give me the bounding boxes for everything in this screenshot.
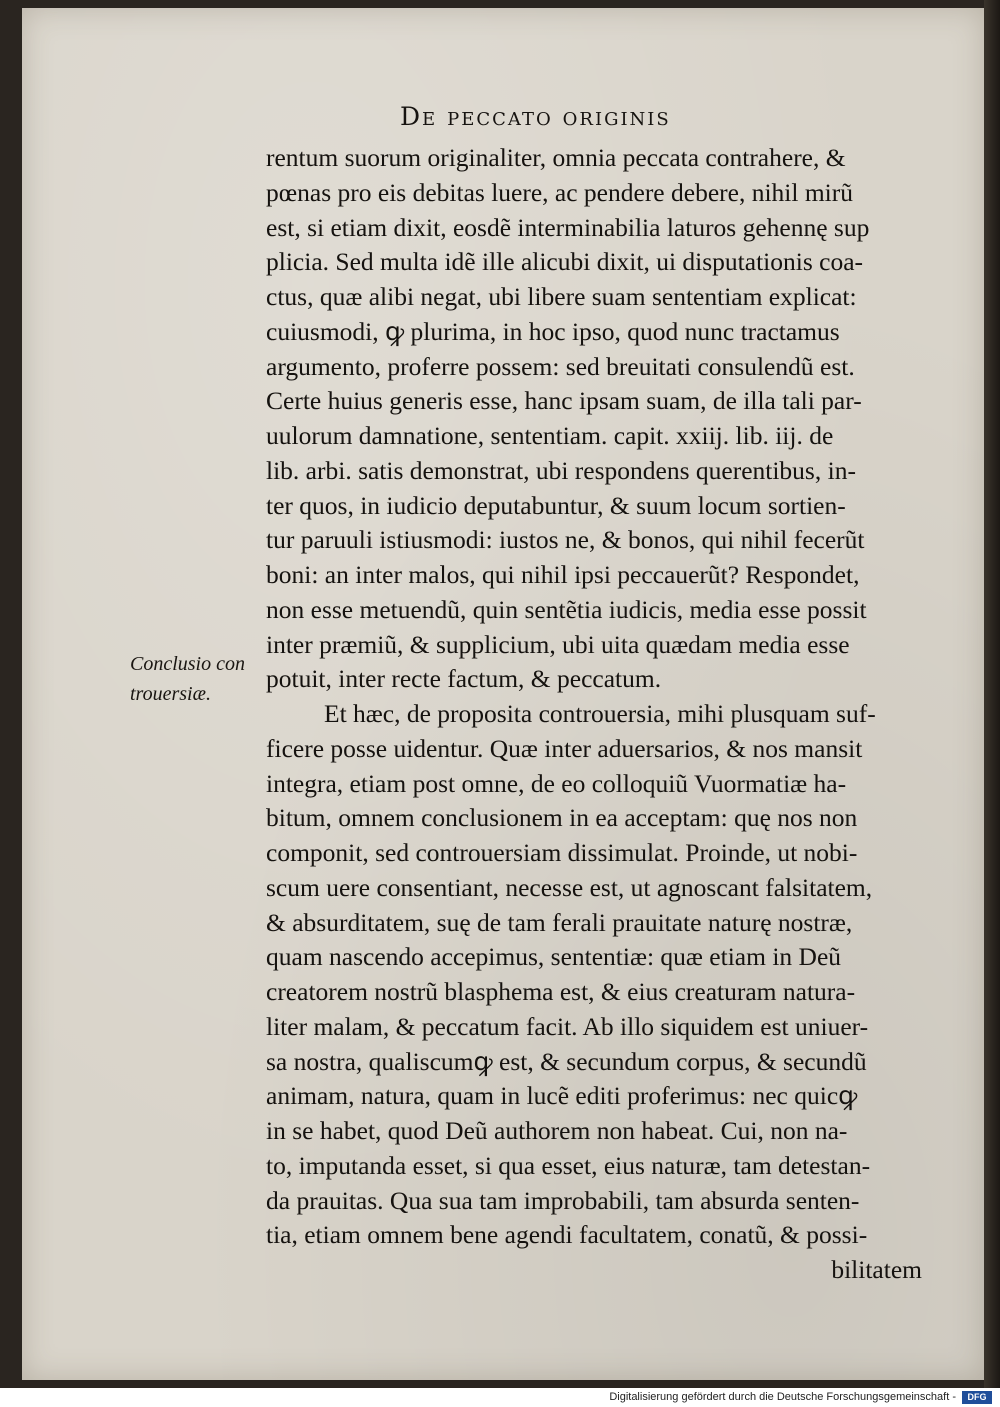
text-line: tia, etiam omnem bene agendi facultatem, conatũ, & possi- bbox=[266, 1220, 868, 1250]
text-line: Certe huius generis esse, hanc ipsam suam, de illa tali par- bbox=[266, 386, 862, 416]
catchword: bilitatem bbox=[831, 1255, 922, 1284]
text-line: da prauitas. Qua sua tam improbabili, tam absurda senten- bbox=[266, 1185, 860, 1215]
marginal-note bbox=[130, 649, 270, 709]
text-line: quam nascendo accepimus, sententiæ: quæ etiam in Deũ bbox=[266, 942, 842, 972]
text-line: non esse metuendũ, quin sentẽtia iudicis, media esse possit bbox=[266, 594, 867, 624]
text-line: argumento, proferre possem: sed breuitati consulendũ est. bbox=[266, 351, 855, 381]
text-line: sa nostra, qualiscumꝙ est, & secundum corpus, & secundũ bbox=[266, 1046, 867, 1076]
text-line: creatorem nostrũ blasphema est, & eius creaturam natura- bbox=[266, 977, 856, 1006]
text-line: lib. arbi. satis demonstrat, ubi respondens querentibus, in- bbox=[266, 455, 856, 485]
text-line: bitum, omnem conclusionem in ea acceptam: quę nos non bbox=[266, 803, 858, 833]
page-edge-shadow bbox=[984, 0, 1000, 1388]
text-line: tur paruuli istiusmodi: iustos ne, & bonos, qui nihil fecerũt bbox=[266, 525, 865, 555]
text-line: inter præmiũ, & supplicium, ubi uita quædam media esse bbox=[266, 629, 850, 659]
paragraph-start-line: Et hæc, de proposita controuersia, mihi plusquam suf- bbox=[324, 699, 876, 728]
text-line: uulorum damnatione, sententiam. capit. xxiij. lib. iij. de bbox=[266, 421, 834, 450]
text-line: plicia. Sed multa idẽ ille alicubi dixit, ui disputationis coa- bbox=[266, 247, 864, 277]
text-line: liter malam, & peccatum facit. Ab illo siquidem est uniuer- bbox=[266, 1011, 869, 1041]
text-line: componit, sed controuersiam dissimulat. Proinde, ut nobi- bbox=[266, 838, 858, 867]
footer-credit: Digitalisierung gefördert durch die Deutsche Forschungsgemeinschaft - bbox=[609, 1391, 956, 1403]
marginal-note-line: trouersiæ. bbox=[130, 683, 211, 705]
text-line: rentum suorum originaliter, omnia peccata contrahere, & bbox=[266, 143, 846, 172]
running-head: De peccato originis bbox=[400, 102, 671, 131]
text-line: cuiusmodi, ꝙ plurima, in hoc ipso, quod nunc tractamus bbox=[266, 316, 840, 346]
text-line: in se habet, quod Deũ authorem non habeat. Cui, non na- bbox=[266, 1116, 848, 1145]
text-line: integra, etiam post omne, de eo colloquiũ Vuormatiæ ha- bbox=[266, 768, 847, 798]
marginal-note-line: Conclusio con bbox=[130, 653, 245, 675]
dfg-logo-icon[interactable]: DFG bbox=[962, 1391, 992, 1404]
text-line: est, si etiam dixit, eosdẽ interminabilia laturos gehennę sup bbox=[266, 212, 870, 242]
text-line: to, imputanda esset, si qua esset, eius naturæ, tam detestan- bbox=[266, 1150, 871, 1180]
text-line: scum uere consentiant, necesse est, ut agnoscant falsitatem, bbox=[266, 872, 873, 902]
text-line: ficere posse uidentur. Quæ inter aduersarios, & nos mansit bbox=[266, 733, 863, 763]
text-line: ter quos, in iudicio deputabuntur, & suum locum sortien- bbox=[266, 490, 846, 520]
text-line: boni: an inter malos, qui nihil ipsi peccauerũt? Respondet, bbox=[266, 560, 860, 589]
text-line: potuit, inter recte factum, & peccatum. bbox=[266, 664, 662, 694]
body-text bbox=[266, 141, 930, 1288]
text-line: animam, natura, quam in lucẽ editi proferimus: nec quicꝙ bbox=[266, 1081, 858, 1111]
text-line: & absurditatem, suę de tam ferali prauitate naturę nostræ, bbox=[266, 907, 853, 937]
text-line: ctus, quæ alibi negat, ubi libere suam sententiam explicat: bbox=[266, 282, 857, 311]
text-line: pœnas pro eis debitas luere, ac pendere debere, nihil mirũ bbox=[266, 177, 853, 207]
